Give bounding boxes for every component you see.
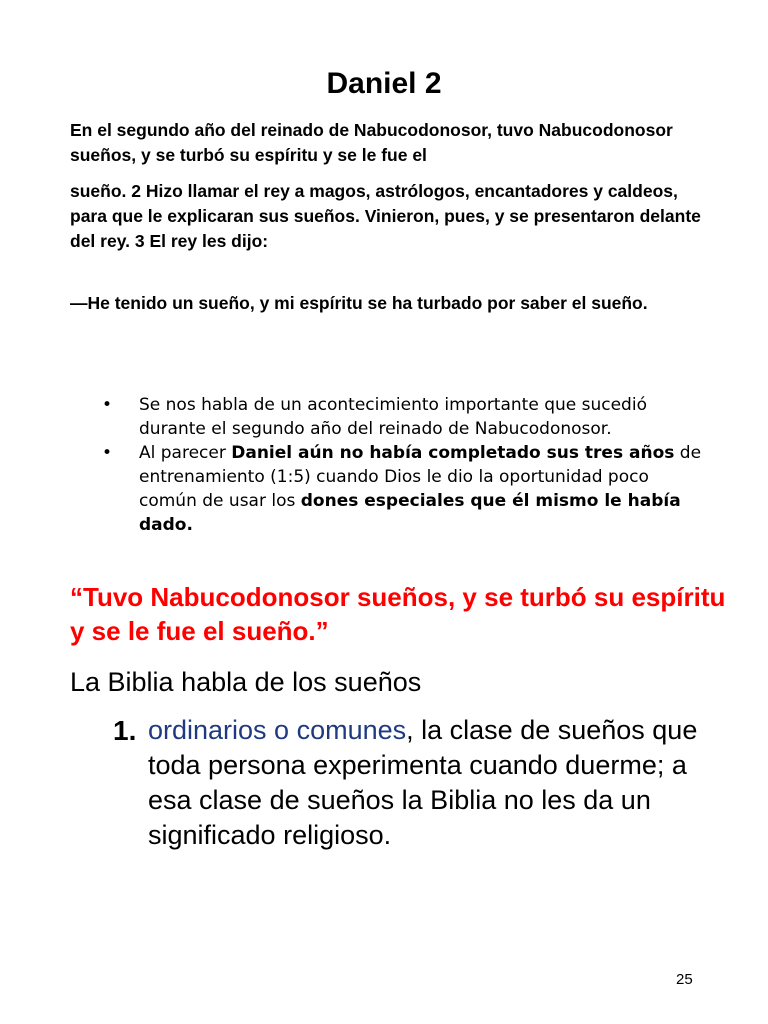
commentary-bullet-list xyxy=(100,393,710,537)
page-number: 25 xyxy=(676,971,693,988)
numbered-item-highlight: ordinarios o comunes xyxy=(148,715,407,745)
numbered-list xyxy=(113,713,713,853)
scripture-paragraph-1: En el segundo año del reinado de Nabucodonosor, tuvo Nabucodonosor sueños, y se turbó su espíritu y se le fue el xyxy=(70,120,673,165)
bullet-item-2-bold-1: Daniel aún no había completado sus tres años xyxy=(231,443,675,463)
bullet-item-2 xyxy=(100,441,710,537)
bullet-dot-icon: • xyxy=(102,395,113,415)
bullet-item-2-text-2: de entrenamiento (1:5) cuando Dios le dio la oportunidad poco común de usar los xyxy=(139,443,702,511)
list-number: 1. xyxy=(113,715,137,746)
bullet-item-2-bold-2: dones especiales que él mismo le había dado. xyxy=(139,491,681,535)
numbered-item-text: , la clase de sueños que toda persona experimenta cuando duerme; a esa clase de sueños la Biblia no les da un significado religioso. xyxy=(148,715,698,850)
scripture-paragraph-2: sueño. 2 Hizo llamar el rey a magos, astrólogos, encantadores y caldeos, para que le explicaran sus sueños. Vinieron, pues, y se presentaron delante del rey. 3 El rey les dijo: xyxy=(70,181,701,251)
section-subtitle: La Biblia habla de los sueños xyxy=(70,667,422,697)
page-title: Daniel 2 xyxy=(326,67,442,100)
numbered-item-1 xyxy=(113,713,713,853)
bullet-dot-icon: • xyxy=(102,443,113,463)
bullet-item-2-text-1: Al parecer xyxy=(139,443,232,463)
bullet-item-1-text: Se nos habla de un acontecimiento importante que sucedió durante el segundo año del reinado de Nabucodonosor. xyxy=(139,395,647,439)
scripture-paragraph-3: —He tenido un sueño, y mi espíritu se ha turbado por saber el sueño. xyxy=(70,293,648,313)
highlighted-quote: “Tuvo Nabucodonosor sueños, y se turbó su espíritu y se le fue el sueño.” xyxy=(70,582,726,646)
bullet-item-1 xyxy=(100,393,710,441)
